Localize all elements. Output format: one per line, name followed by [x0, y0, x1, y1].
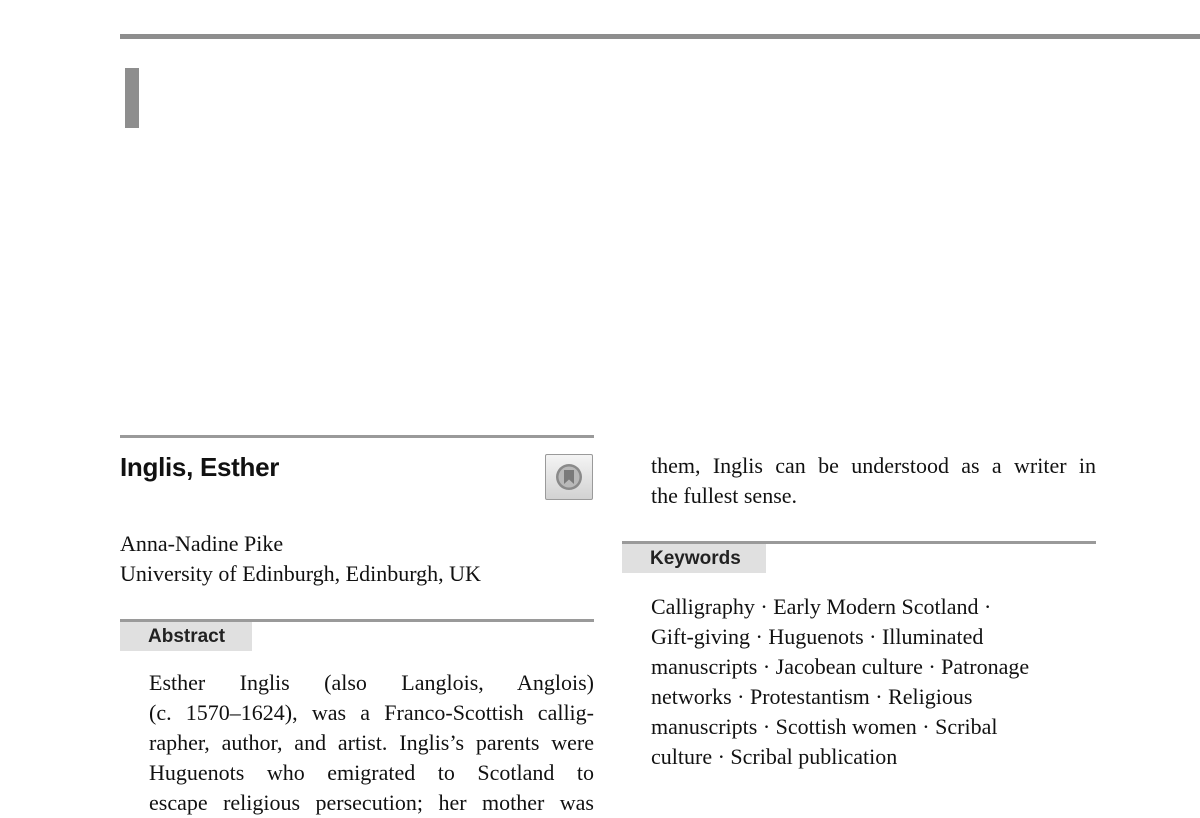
keywords-line: Calligraphy · Early Modern Scotland · — [651, 594, 992, 619]
abstract-line: Huguenots who emigrated to Scotland to — [149, 760, 594, 785]
bookmark-icon — [554, 462, 584, 492]
keywords-line: manuscripts · Jacobean culture · Patronage — [651, 654, 1030, 679]
abstract-body — [149, 668, 594, 818]
left-column — [120, 435, 594, 818]
abstract-line: escape religious persecution; her mother was — [149, 790, 594, 815]
abstract-line: (c. 1570–1624), was a Franco-Scottish callig- — [149, 700, 594, 725]
continuation-line: the fullest sense. — [651, 483, 798, 508]
top-rule — [120, 34, 1200, 39]
keywords-line: networks · Protestantism · Religious — [651, 684, 973, 709]
keywords-heading: Keywords — [622, 544, 766, 573]
author-affiliation: University of Edinburgh, Edinburgh, UK — [120, 561, 481, 586]
keywords-list — [651, 592, 1096, 772]
abstract-line: Esther Inglis (also Langlois, Anglois) — [149, 670, 594, 695]
keywords-line: Gift-giving · Huguenots · Illuminated — [651, 624, 984, 649]
abstract-line: rapher, author, and artist. Inglis’s parents were — [149, 730, 594, 755]
abstract-heading: Abstract — [120, 622, 252, 651]
abstract-continuation — [651, 451, 1096, 511]
keywords-line: manuscripts · Scottish women · Scribal — [651, 714, 998, 739]
title-rule — [120, 435, 594, 438]
continuation-line: them, Inglis can be understood as a writer in — [651, 453, 1096, 478]
bookmark-button[interactable] — [545, 454, 593, 500]
entry-title: Inglis, Esther — [120, 452, 280, 482]
right-column — [622, 435, 1096, 772]
abstract-header — [120, 619, 594, 653]
keywords-header — [622, 541, 1096, 575]
author-name: Anna-Nadine Pike — [120, 531, 284, 556]
section-marker — [125, 68, 139, 128]
keywords-line: culture · Scribal publication — [651, 744, 898, 769]
